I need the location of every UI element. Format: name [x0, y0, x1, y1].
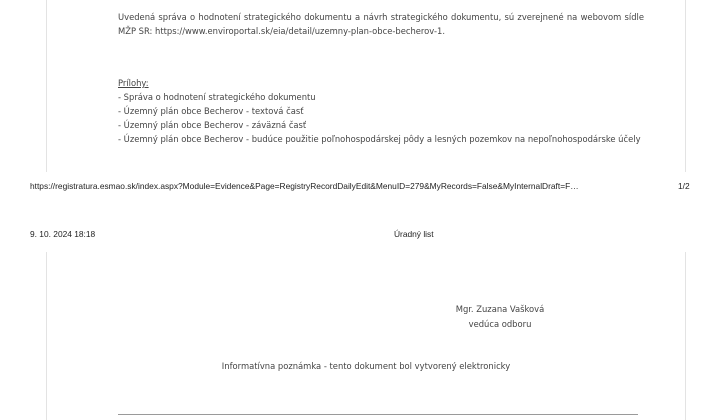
print-header-title: Úradný list — [394, 229, 434, 239]
attachments-list — [118, 90, 644, 146]
attachment-item: - Územný plán obce Becherov - budúce použitie poľnohospodárskej pôdy a lesných pozemkov na nepoľnohospodárske účely — [118, 134, 641, 144]
attachment-item: - Územný plán obce Becherov - textová časť — [118, 106, 304, 116]
attachments-heading: Prílohy: — [118, 78, 149, 88]
page-2-frame — [46, 252, 686, 420]
signatory-name: Mgr. Zuzana Vašková — [455, 304, 545, 314]
body-paragraph: Uvedená správa o hodnotení strategického dokumentu a návrh strategického dokumentu, sú zverejnené na webovom sídle MŽP SR: https://www.enviroportal.sk/eia/detail/uzemny-plan-obce-becherov-1. — [118, 12, 644, 36]
divider-line — [118, 414, 638, 415]
page-number: 1/2 — [678, 181, 690, 191]
signatory-role: vedúca odboru — [468, 319, 532, 329]
print-footer-url: https://registratura.esmao.sk/index.aspx?Module=Evidence&Page=RegistryRecordDailyEdit&MenuID=279&MyRecords=False&MyInternalDraft=F… — [30, 181, 579, 191]
attachment-item: - Správa o hodnotení strategického dokumentu — [118, 92, 316, 102]
print-header-datetime: 9. 10. 2024 18:18 — [30, 229, 96, 239]
informative-note: Informatívna poznámka - tento dokument bol vytvorený elektronicky — [221, 361, 511, 371]
attachment-item: - Územný plán obce Becherov - záväzná časť — [118, 120, 307, 130]
